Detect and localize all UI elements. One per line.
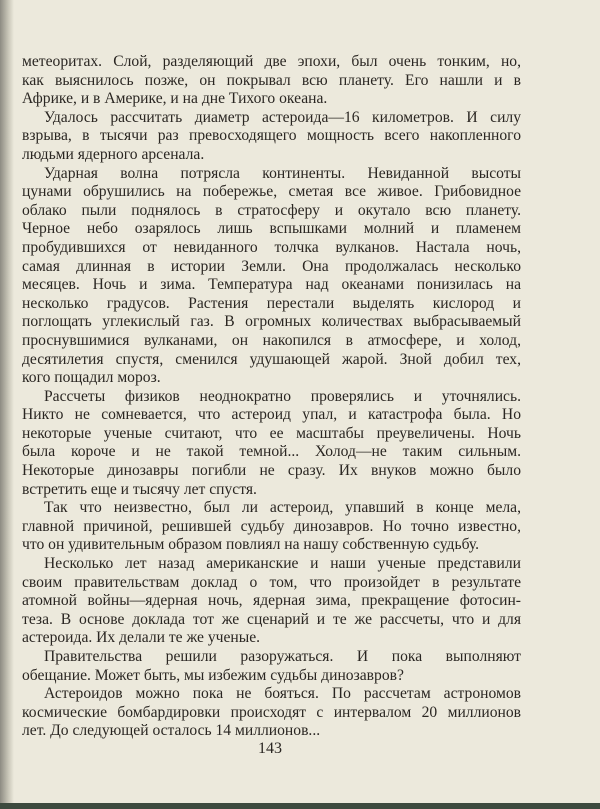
text-line: своим правительствам доклад о том, что произойдет в результате bbox=[22, 573, 521, 591]
text-line: Так что неизвестно, был ли астероид, упавший в конце мела, bbox=[44, 499, 521, 517]
paragraph bbox=[22, 555, 521, 648]
text-line: Астероидов можно пока не бояться. По рассчетам астрономов bbox=[44, 685, 521, 703]
text-line: теза. В основе доклада тот же сценарий и те же рассчеты, что и для bbox=[22, 610, 521, 628]
text-line: проснувшимися вулканами, он накопился в атмосфере, и холод, bbox=[22, 331, 521, 349]
paragraph bbox=[22, 685, 521, 741]
text-line: взрыва, в тысячи раз превосходящего мощность всего накопленного bbox=[22, 127, 521, 145]
text-line: людьми ядерного арсенала. bbox=[22, 145, 205, 163]
text-line: цунами обрушились на побережье, сметая все живое. Грибовидное bbox=[22, 183, 521, 201]
paragraph bbox=[22, 165, 521, 388]
text-line: атомной войны—ядерная ночь, ядерная зима, прекращение фотосин- bbox=[22, 592, 521, 610]
paragraph bbox=[22, 648, 521, 685]
page-binding-shadow bbox=[0, 0, 14, 809]
page-body-text bbox=[22, 53, 521, 741]
scan-bottom-edge bbox=[0, 803, 600, 809]
text-line: Рассчеты физиков неоднократно проверялись и уточнялись. bbox=[44, 387, 521, 405]
text-line: несколько градусов. Растения перестали выделять кислород и bbox=[22, 294, 521, 312]
text-line: самая длинная в истории Земли. Она продолжалась несколько bbox=[22, 257, 521, 275]
text-line: Несколько лет назад американские и наши ученые представили bbox=[44, 555, 521, 573]
paragraph bbox=[22, 388, 521, 500]
text-line: пробудившихся от невиданного толчка вулканов. Настала ночь, bbox=[22, 238, 521, 256]
text-line: Черное небо озарялось лишь вспышками молний и пламенем bbox=[22, 220, 521, 238]
text-line: лет. До следующей осталось 14 миллионов... bbox=[22, 722, 321, 740]
paragraph bbox=[22, 109, 521, 165]
text-line: встретить еще и тысячу лет спустя. bbox=[22, 480, 257, 498]
text-line: кого пощадил мороз. bbox=[22, 369, 161, 387]
text-line: как выяснилось позже, он покрывал всю планету. Его нашли и в bbox=[22, 71, 521, 89]
text-line: главной причиной, решившей судьбу динозавров. Но точно известно, bbox=[22, 517, 521, 535]
text-line: некоторые ученые считают, что ее масштабы преувеличены. Ночь bbox=[22, 424, 521, 442]
text-line: Удалось рассчитать диаметр астероида—16 километров. И силу bbox=[44, 108, 521, 126]
text-line: Ударная волна потрясла континенты. Невиданной высоты bbox=[44, 164, 521, 182]
text-line: облако пыли поднялось в стратосферу и окутало всю планету. bbox=[22, 201, 521, 219]
text-line: что он удивительным образом повлиял на нашу собственную судьбу. bbox=[22, 536, 480, 554]
text-line: Правительства решили разоружаться. И пока выполняют bbox=[44, 648, 521, 665]
text-line: месяцев. Ночь и зима. Температура над океанами понизилась на bbox=[22, 276, 521, 294]
text-line: десятилетия спустя, сменился удушающей жарой. Зной добил тех, bbox=[22, 350, 521, 368]
text-line: астероида. Их делали те же ученые. bbox=[22, 629, 261, 647]
text-line: поглощать углекислый газ. В огромных количествах выбрасываемый bbox=[22, 313, 521, 331]
text-line: Никто не сомневается, что астероид упал, и катастрофа была. Но bbox=[22, 406, 521, 424]
text-line: Африке, и в Америке, и на дне Тихого океана. bbox=[22, 90, 328, 108]
text-line: космические бомбардировки происходят с интервалом 20 миллионов bbox=[22, 703, 521, 721]
paragraph bbox=[22, 499, 521, 555]
text-line: метеоритах. Слой, разделяющий две эпохи, был очень тонким, но, bbox=[22, 53, 521, 70]
text-line: была короче и не такой темной... Холод—не таким сильным. bbox=[22, 443, 521, 461]
text-line: Некоторые динозавры погибли не сразу. Их внуков можно было bbox=[22, 462, 521, 480]
paragraph bbox=[22, 53, 521, 109]
text-line: обещание. Может быть, мы избежим судьбы динозавров? bbox=[22, 666, 404, 684]
page-number: 143 bbox=[258, 740, 282, 757]
